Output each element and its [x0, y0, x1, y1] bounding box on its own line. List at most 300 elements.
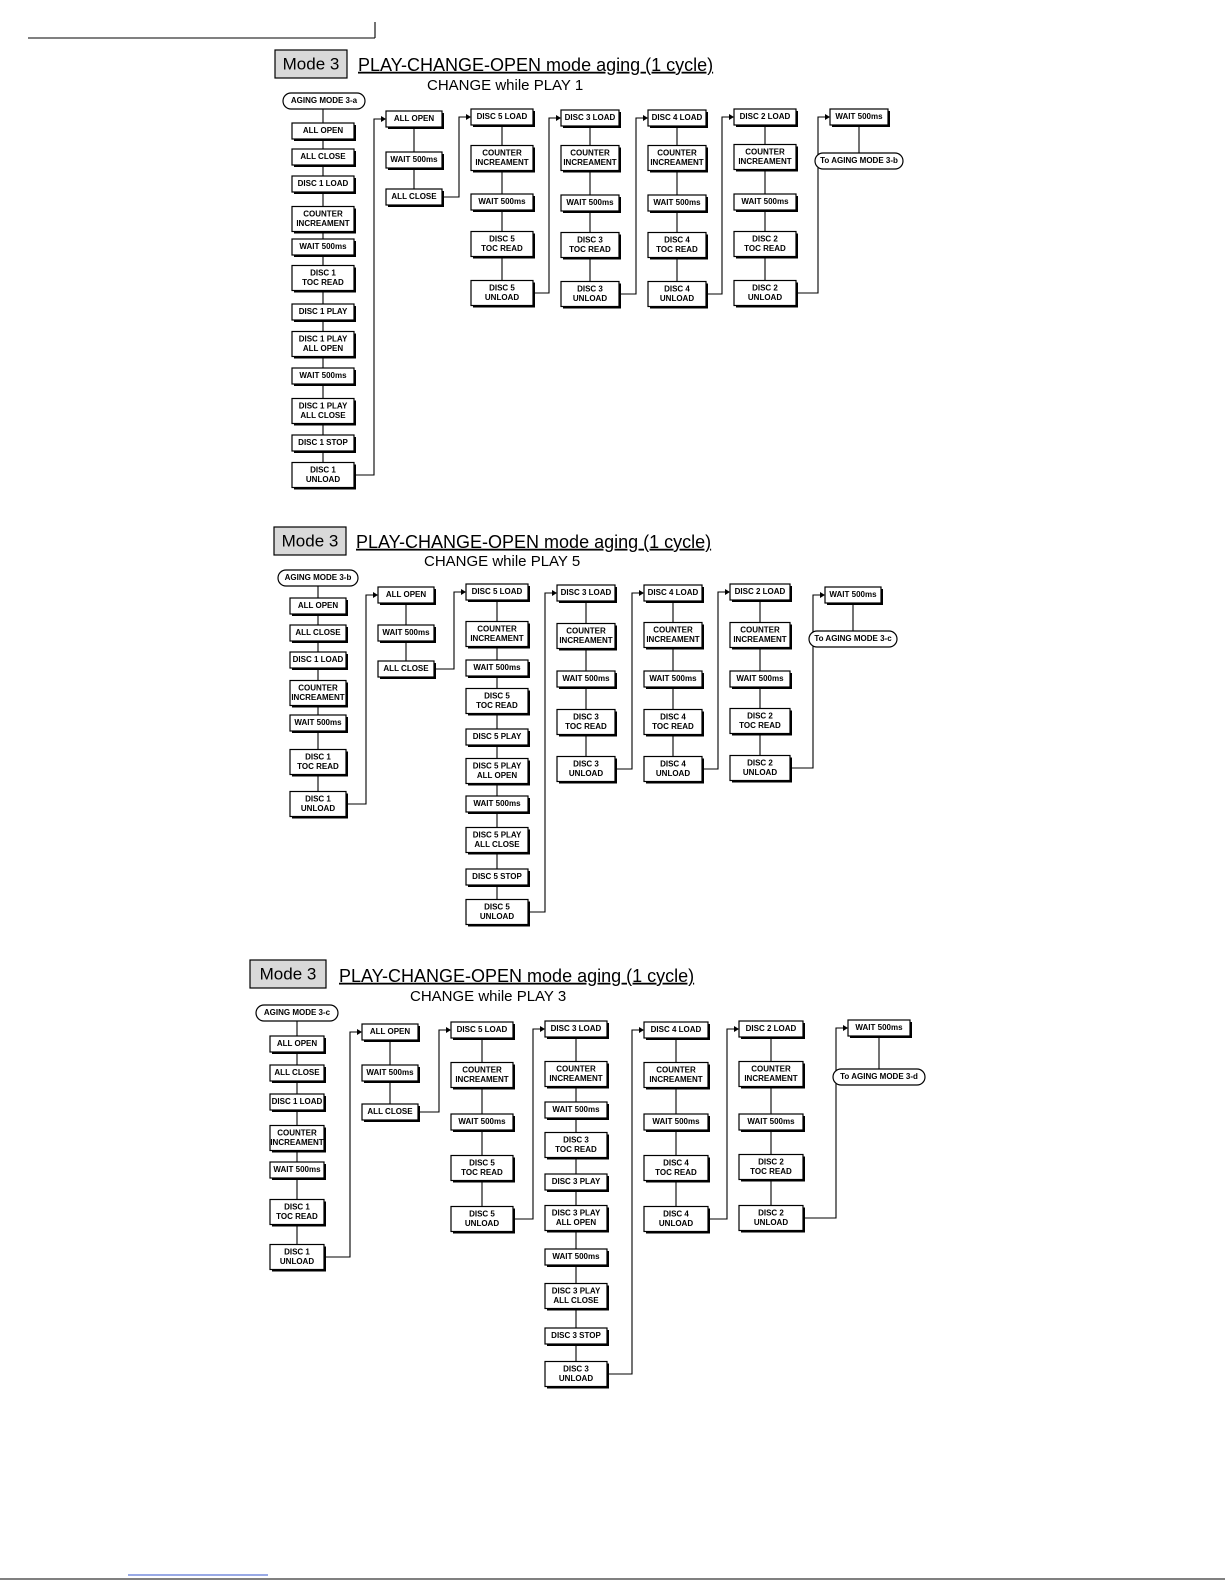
- step-disc-3-load: [557, 585, 617, 603]
- column-connector: [513, 1029, 544, 1219]
- step-all-open-label: ALL OPEN: [385, 590, 427, 600]
- step-wait-500ms: [644, 671, 704, 689]
- column-connector: [702, 592, 729, 769]
- step-disc-5-load: [451, 1022, 515, 1040]
- step-disc-2-unload-label: UNLOAD: [747, 292, 783, 302]
- step-counter-increament-label: INCREAMENT: [470, 633, 524, 643]
- step-disc-1-toc-read-label: DISC 1: [284, 1202, 310, 1212]
- step-disc-1-play: [292, 304, 356, 322]
- step-wait-500ms: [292, 239, 356, 257]
- step-disc-5-unload: [471, 281, 535, 308]
- step-counter-increament-label: INCREAMENT: [549, 1073, 603, 1083]
- step-wait-500ms: [451, 1114, 515, 1132]
- step-wait-500ms-label: WAIT 500ms: [382, 628, 430, 638]
- step-all-close-label: ALL CLOSE: [383, 664, 429, 674]
- step-all-close-label: ALL CLOSE: [295, 628, 341, 638]
- step-disc-1-toc-read-label: TOC READ: [302, 277, 344, 287]
- step-disc-3-toc-read-label: TOC READ: [555, 1144, 597, 1154]
- step-counter-increament: [545, 1062, 609, 1089]
- step-disc-1-load-label: DISC 1 LOAD: [292, 655, 344, 665]
- step-wait-500ms: [545, 1102, 609, 1120]
- step-counter-increament-label: INCREAMENT: [649, 1074, 703, 1084]
- step-disc-2-load: [739, 1021, 805, 1039]
- step-disc-1-toc-read: [270, 1200, 326, 1227]
- step-disc-3-toc-read-label: DISC 3: [563, 1135, 589, 1145]
- step-disc-1-play-all-close-label: DISC 1 PLAY: [298, 401, 348, 411]
- step-wait-500ms-label: WAIT 500ms: [829, 590, 877, 600]
- step-all-open-label: ALL OPEN: [302, 126, 344, 136]
- step-disc-3-unload-label: DISC 3: [573, 759, 599, 769]
- step-disc-3-unload-label: DISC 3: [563, 1364, 589, 1374]
- step-wait-500ms-label: WAIT 500ms: [562, 674, 610, 684]
- step-wait-500ms: [730, 671, 792, 689]
- step-all-close: [270, 1065, 326, 1083]
- step-disc-4-load-label: DISC 4 LOAD: [651, 113, 703, 123]
- step-disc-5-stop-label: DISC 5 STOP: [472, 872, 522, 882]
- step-counter-increament-label: COUNTER: [303, 209, 343, 219]
- step-wait-500ms-label: WAIT 500ms: [390, 155, 438, 165]
- section-title: PLAY-CHANGE-OPEN mode aging (1 cycle): [339, 965, 695, 986]
- page-footer-rule: [0, 1575, 1225, 1579]
- step-disc-5-play-all-open: [466, 759, 530, 786]
- step-disc-4-unload-label: UNLOAD: [659, 293, 695, 303]
- end-label: To AGING MODE 3-b: [820, 156, 898, 166]
- step-disc-1-stop-label: DISC 1 STOP: [298, 438, 348, 448]
- step-counter-increament-label: INCREAMENT: [559, 635, 613, 645]
- step-disc-1-play-label: DISC 1 PLAY: [298, 307, 348, 317]
- step-disc-4-load: [648, 110, 708, 128]
- step-disc-4-toc-read: [644, 1156, 710, 1183]
- step-disc-4-toc-read-label: DISC 4: [663, 1158, 689, 1168]
- arrow-head: [540, 1026, 545, 1032]
- step-counter-increament-label: INCREAMENT: [733, 634, 787, 644]
- step-wait-500ms-label: WAIT 500ms: [736, 674, 784, 684]
- step-disc-5-unload: [451, 1207, 515, 1234]
- step-disc-2-unload: [739, 1206, 805, 1233]
- step-wait-500ms-label: WAIT 500ms: [855, 1023, 903, 1033]
- step-disc-1-play-all-open-label: DISC 1 PLAY: [298, 334, 348, 344]
- step-disc-3-toc-read: [557, 710, 617, 737]
- column-connector: [615, 593, 643, 769]
- step-disc-3-unload: [561, 282, 621, 309]
- step-disc-3-load-label: DISC 3 LOAD: [560, 588, 612, 598]
- step-disc-1-load-label: DISC 1 LOAD: [297, 179, 349, 189]
- step-counter-increament: [471, 146, 535, 173]
- step-disc-3-stop-label: DISC 3 STOP: [551, 1331, 601, 1341]
- step-disc-2-toc-read-label: TOC READ: [744, 243, 786, 253]
- step-disc-5-play-all-close-label: DISC 5 PLAY: [472, 830, 522, 840]
- step-disc-1-unload-label: UNLOAD: [279, 1256, 315, 1266]
- arrow-head: [639, 1027, 644, 1033]
- step-wait-500ms-label: WAIT 500ms: [747, 1117, 795, 1127]
- step-disc-2-toc-read-label: TOC READ: [739, 720, 781, 730]
- step-wait-500ms: [644, 1114, 710, 1132]
- step-counter-increament: [270, 1126, 326, 1153]
- step-disc-5-play-all-open-label: DISC 5 PLAY: [472, 761, 522, 771]
- step-counter-increament-label: COUNTER: [566, 626, 606, 636]
- step-disc-2-unload: [734, 281, 798, 308]
- step-counter-increament-label: COUNTER: [462, 1065, 502, 1075]
- step-all-open: [290, 598, 348, 616]
- arrow-head: [461, 589, 466, 595]
- step-wait-500ms: [734, 194, 798, 212]
- step-all-open-label: ALL OPEN: [276, 1039, 318, 1049]
- step-counter-increament-label: INCREAMENT: [270, 1137, 324, 1147]
- step-disc-5-toc-read-label: TOC READ: [476, 700, 518, 710]
- step-all-open-label: ALL OPEN: [393, 114, 435, 124]
- step-disc-3-toc-read-label: DISC 3: [577, 235, 603, 245]
- step-disc-4-unload: [644, 757, 704, 784]
- step-counter-increament-label: COUNTER: [740, 625, 780, 635]
- step-wait-500ms: [270, 1162, 326, 1180]
- step-wait-500ms-label: WAIT 500ms: [552, 1252, 600, 1262]
- step-disc-5-toc-read-label: TOC READ: [461, 1167, 503, 1177]
- step-counter-increament-label: INCREAMENT: [296, 218, 350, 228]
- step-disc-3-unload-label: DISC 3: [577, 284, 603, 294]
- column-connector: [533, 118, 560, 293]
- step-disc-3-toc-read-label: TOC READ: [565, 721, 607, 731]
- step-disc-5-play-all-close: [466, 828, 530, 855]
- step-all-close-label: ALL CLOSE: [391, 192, 437, 202]
- step-disc-5-play-all-close-label: ALL CLOSE: [474, 839, 520, 849]
- step-wait-500ms-label: WAIT 500ms: [835, 112, 883, 122]
- column-connector: [803, 1028, 847, 1218]
- step-disc-3-play-all-close: [545, 1284, 609, 1311]
- step-disc-4-toc-read: [644, 710, 704, 737]
- column-connector: [346, 595, 377, 804]
- step-disc-2-toc-read: [730, 709, 792, 736]
- step-wait-500ms: [648, 195, 708, 213]
- step-disc-4-unload-label: DISC 4: [660, 759, 686, 769]
- step-disc-1-unload-label: DISC 1: [284, 1247, 310, 1257]
- step-disc-5-unload-label: UNLOAD: [479, 911, 515, 921]
- step-all-open-label: ALL OPEN: [297, 601, 339, 611]
- step-disc-3-unload-label: UNLOAD: [558, 1373, 594, 1383]
- step-disc-3-toc-read-label: TOC READ: [569, 244, 611, 254]
- step-counter-increament-label: COUNTER: [653, 625, 693, 635]
- start-terminator: [283, 93, 365, 109]
- column-connector: [442, 117, 470, 197]
- section-subtitle: CHANGE while PLAY 5: [424, 552, 581, 570]
- step-disc-1-unload-label: UNLOAD: [300, 803, 336, 813]
- end-terminator: [815, 153, 903, 169]
- step-all-close: [362, 1104, 420, 1122]
- step-disc-3-play-all-open-label: ALL OPEN: [555, 1217, 597, 1227]
- step-counter-increament: [451, 1063, 515, 1090]
- step-disc-4-unload-label: DISC 4: [664, 284, 690, 294]
- step-counter-increament-label: COUNTER: [570, 148, 610, 158]
- arrow-head: [734, 1026, 739, 1032]
- step-wait-500ms: [739, 1114, 805, 1132]
- arrow-head: [552, 590, 557, 596]
- step-disc-3-play: [545, 1174, 609, 1192]
- step-disc-3-play-all-open: [545, 1206, 609, 1233]
- step-wait-500ms: [290, 715, 348, 733]
- step-disc-1-play-all-open: [292, 332, 356, 359]
- step-counter-increament-label: INCREAMENT: [650, 157, 704, 167]
- step-disc-2-unload-label: UNLOAD: [753, 1217, 789, 1227]
- step-wait-500ms-label: WAIT 500ms: [299, 242, 347, 252]
- step-disc-3-play-all-open-label: DISC 3 PLAY: [551, 1208, 601, 1218]
- arrow-head: [373, 592, 378, 598]
- step-disc-2-unload: [730, 756, 792, 783]
- step-disc-1-play-all-close-label: ALL CLOSE: [300, 410, 346, 420]
- step-disc-1-toc-read: [292, 266, 356, 293]
- step-disc-3-stop: [545, 1328, 609, 1346]
- step-disc-5-stop: [466, 869, 530, 887]
- step-disc-4-unload-label: UNLOAD: [658, 1218, 694, 1228]
- start-terminator: [278, 570, 358, 586]
- step-wait-500ms: [466, 660, 530, 678]
- step-counter-increament-label: COUNTER: [556, 1064, 596, 1074]
- step-wait-500ms-label: WAIT 500ms: [649, 674, 697, 684]
- start-label: AGING MODE 3-a: [290, 96, 358, 106]
- step-disc-1-unload-label: UNLOAD: [305, 474, 341, 484]
- step-disc-4-load-label: DISC 4 LOAD: [650, 1025, 702, 1035]
- step-disc-5-toc-read: [466, 689, 530, 716]
- section-subtitle: CHANGE while PLAY 1: [427, 76, 584, 94]
- arrow-head: [556, 115, 561, 121]
- section-c: [250, 960, 925, 1389]
- step-disc-2-unload-label: DISC 2: [747, 758, 773, 768]
- step-disc-4-toc-read-label: TOC READ: [652, 721, 694, 731]
- step-wait-500ms: [466, 796, 530, 814]
- step-disc-2-load-label: DISC 2 LOAD: [739, 112, 791, 122]
- mode-badge: [275, 50, 347, 78]
- arrow-head: [725, 589, 730, 595]
- section-b: [274, 527, 897, 927]
- step-disc-2-load: [730, 584, 792, 602]
- step-disc-2-toc-read-label: DISC 2: [752, 234, 778, 244]
- step-counter-increament-label: COUNTER: [298, 683, 338, 693]
- step-disc-2-toc-read: [739, 1155, 805, 1182]
- end-label: To AGING MODE 3-d: [840, 1072, 918, 1082]
- arrow-head: [466, 114, 471, 120]
- step-counter-increament-label: COUNTER: [745, 147, 785, 157]
- step-wait-500ms: [292, 368, 356, 386]
- step-counter-increament-label: COUNTER: [656, 1065, 696, 1075]
- step-disc-2-toc-read: [734, 232, 798, 259]
- step-disc-5-play: [466, 729, 530, 747]
- start-label: AGING MODE 3-b: [284, 573, 352, 583]
- column-connector: [354, 119, 385, 475]
- step-all-open-label: ALL OPEN: [369, 1027, 411, 1037]
- step-wait-500ms-label: WAIT 500ms: [653, 198, 701, 208]
- step-disc-2-toc-read-label: DISC 2: [747, 711, 773, 721]
- step-disc-1-play-all-close: [292, 399, 356, 426]
- step-counter-increament-label: INCREAMENT: [455, 1074, 509, 1084]
- step-disc-4-unload-label: UNLOAD: [655, 768, 691, 778]
- step-disc-4-load: [644, 585, 704, 603]
- step-wait-500ms-label: WAIT 500ms: [458, 1117, 506, 1127]
- section-a: [275, 50, 903, 490]
- step-counter-increament: [290, 681, 348, 708]
- step-wait-500ms-label: WAIT 500ms: [273, 1165, 321, 1175]
- mode-badge: [250, 960, 326, 988]
- step-disc-2-load: [734, 109, 798, 127]
- step-wait-500ms: [545, 1249, 609, 1267]
- arrow-head: [357, 1029, 362, 1035]
- step-disc-1-play-all-open-label: ALL OPEN: [302, 343, 344, 353]
- step-disc-3-toc-read: [561, 233, 621, 260]
- step-disc-2-unload-label: DISC 2: [758, 1208, 784, 1218]
- step-disc-5-load: [471, 109, 535, 127]
- step-disc-1-load: [292, 176, 356, 194]
- step-disc-5-unload-label: UNLOAD: [484, 292, 520, 302]
- step-disc-4-unload: [648, 282, 708, 309]
- step-disc-5-load-label: DISC 5 LOAD: [456, 1025, 508, 1035]
- step-disc-2-unload-label: UNLOAD: [742, 767, 778, 777]
- step-disc-1-toc-read-label: DISC 1: [305, 752, 331, 762]
- step-disc-1-load-label: DISC 1 LOAD: [271, 1097, 323, 1107]
- end-label: To AGING MODE 3-c: [814, 634, 892, 644]
- step-disc-1-unload: [290, 792, 348, 819]
- step-disc-3-unload: [545, 1362, 609, 1389]
- step-wait-500ms-label: WAIT 500ms: [566, 198, 614, 208]
- step-wait-500ms: [825, 587, 883, 605]
- step-disc-3-unload-label: UNLOAD: [572, 293, 608, 303]
- step-disc-5-unload-label: DISC 5: [489, 283, 515, 293]
- step-disc-3-play-all-close-label: ALL CLOSE: [553, 1295, 599, 1305]
- step-all-close: [290, 625, 348, 643]
- step-disc-3-toc-read-label: DISC 3: [573, 712, 599, 722]
- step-all-close: [386, 189, 444, 207]
- step-wait-500ms-label: WAIT 500ms: [299, 371, 347, 381]
- section-subtitle: CHANGE while PLAY 3: [410, 987, 567, 1005]
- step-counter-increament: [644, 623, 704, 650]
- column-connector: [619, 118, 647, 294]
- step-disc-1-toc-read-label: DISC 1: [310, 268, 336, 278]
- step-counter-increament: [648, 146, 708, 173]
- step-disc-5-load-label: DISC 5 LOAD: [471, 587, 523, 597]
- step-disc-5-play-all-open-label: ALL OPEN: [476, 770, 518, 780]
- step-all-open: [386, 111, 444, 129]
- step-wait-500ms-label: WAIT 500ms: [473, 663, 521, 673]
- step-counter-increament-label: COUNTER: [751, 1064, 791, 1074]
- step-wait-500ms: [557, 671, 617, 689]
- arrow-head: [446, 1027, 451, 1033]
- step-counter-increament-label: COUNTER: [657, 148, 697, 158]
- start-terminator: [256, 1005, 338, 1021]
- arrow-head: [381, 116, 386, 122]
- step-counter-increament: [561, 146, 621, 173]
- step-disc-5-unload-label: DISC 5: [469, 1209, 495, 1219]
- step-disc-1-toc-read-label: TOC READ: [297, 761, 339, 771]
- step-counter-increament-label: COUNTER: [477, 624, 517, 634]
- step-counter-increament-label: INCREAMENT: [738, 156, 792, 166]
- step-disc-2-load-label: DISC 2 LOAD: [745, 1024, 797, 1034]
- step-all-open: [292, 123, 356, 141]
- step-disc-2-load-label: DISC 2 LOAD: [734, 587, 786, 597]
- column-connector: [796, 117, 829, 293]
- step-all-close-label: ALL CLOSE: [300, 152, 346, 162]
- step-wait-500ms-label: WAIT 500ms: [552, 1105, 600, 1115]
- arrow-head: [820, 592, 825, 598]
- end-terminator: [833, 1069, 925, 1085]
- step-all-open: [362, 1024, 420, 1042]
- step-disc-3-load: [561, 110, 621, 128]
- step-disc-1-unload: [292, 463, 356, 490]
- step-counter-increament: [292, 207, 356, 234]
- step-counter-increament: [730, 623, 792, 650]
- step-disc-4-toc-read-label: DISC 4: [660, 712, 686, 722]
- section-title: PLAY-CHANGE-OPEN mode aging (1 cycle): [358, 54, 714, 75]
- step-wait-500ms-label: WAIT 500ms: [294, 718, 342, 728]
- step-wait-500ms-label: WAIT 500ms: [478, 197, 526, 207]
- column-connector: [434, 592, 465, 669]
- step-disc-5-toc-read-label: TOC READ: [481, 243, 523, 253]
- column-connector: [607, 1030, 643, 1374]
- step-disc-5-toc-read-label: DISC 5: [469, 1158, 495, 1168]
- step-disc-3-load-label: DISC 3 LOAD: [564, 113, 616, 123]
- step-counter-increament-label: INCREAMENT: [475, 157, 529, 167]
- section-title: PLAY-CHANGE-OPEN mode aging (1 cycle): [356, 531, 712, 552]
- step-disc-4-unload: [644, 1207, 710, 1234]
- page-header-rule: [28, 22, 375, 38]
- step-counter-increament: [734, 145, 798, 172]
- step-disc-5-unload: [466, 900, 530, 927]
- step-disc-5-unload-label: DISC 5: [484, 902, 510, 912]
- column-connector: [324, 1032, 361, 1257]
- step-wait-500ms: [848, 1020, 912, 1038]
- step-all-close: [292, 149, 356, 167]
- step-counter-increament-label: INCREAMENT: [646, 634, 700, 644]
- step-wait-500ms: [561, 195, 621, 213]
- column-connector: [706, 117, 733, 294]
- step-disc-5-toc-read: [471, 232, 535, 259]
- step-disc-1-toc-read-label: TOC READ: [276, 1211, 318, 1221]
- step-wait-500ms: [471, 194, 535, 212]
- step-disc-5-load: [466, 584, 530, 602]
- step-counter-increament: [557, 624, 617, 651]
- step-counter-increament-label: INCREAMENT: [563, 157, 617, 167]
- step-all-close-label: ALL CLOSE: [274, 1068, 320, 1078]
- step-disc-1-unload-label: DISC 1: [310, 465, 336, 475]
- step-disc-4-toc-read-label: TOC READ: [655, 1167, 697, 1177]
- step-disc-3-load: [545, 1021, 609, 1039]
- step-counter-increament: [466, 622, 530, 649]
- step-wait-500ms-label: WAIT 500ms: [652, 1117, 700, 1127]
- step-disc-1-unload: [270, 1245, 326, 1272]
- step-wait-500ms-label: WAIT 500ms: [473, 799, 521, 809]
- step-disc-3-play-all-close-label: DISC 3 PLAY: [551, 1286, 601, 1296]
- step-counter-increament-label: COUNTER: [482, 148, 522, 158]
- step-disc-3-toc-read: [545, 1133, 609, 1160]
- step-counter-increament: [644, 1063, 710, 1090]
- step-disc-3-unload-label: UNLOAD: [568, 768, 604, 778]
- mode-badge-label: Mode 3: [259, 964, 317, 984]
- step-disc-4-load-label: DISC 4 LOAD: [647, 588, 699, 598]
- step-disc-4-unload-label: DISC 4: [663, 1209, 689, 1219]
- step-disc-2-toc-read-label: TOC READ: [750, 1166, 792, 1176]
- step-counter-increament-label: COUNTER: [277, 1128, 317, 1138]
- arrow-head: [825, 114, 830, 120]
- arrow-head: [639, 590, 644, 596]
- column-connector: [790, 595, 824, 768]
- step-disc-1-unload-label: DISC 1: [305, 794, 331, 804]
- end-terminator: [809, 631, 897, 647]
- step-disc-5-play-label: DISC 5 PLAY: [472, 732, 522, 742]
- mode-badge-label: Mode 3: [281, 531, 339, 551]
- start-label: AGING MODE 3-c: [263, 1008, 331, 1018]
- step-all-open: [378, 587, 436, 605]
- step-disc-1-load: [270, 1094, 326, 1112]
- step-disc-3-unload: [557, 757, 617, 784]
- step-wait-500ms-label: WAIT 500ms: [741, 197, 789, 207]
- step-disc-3-load-label: DISC 3 LOAD: [550, 1024, 602, 1034]
- step-disc-5-toc-read-label: DISC 5: [489, 234, 515, 244]
- step-wait-500ms: [378, 625, 436, 643]
